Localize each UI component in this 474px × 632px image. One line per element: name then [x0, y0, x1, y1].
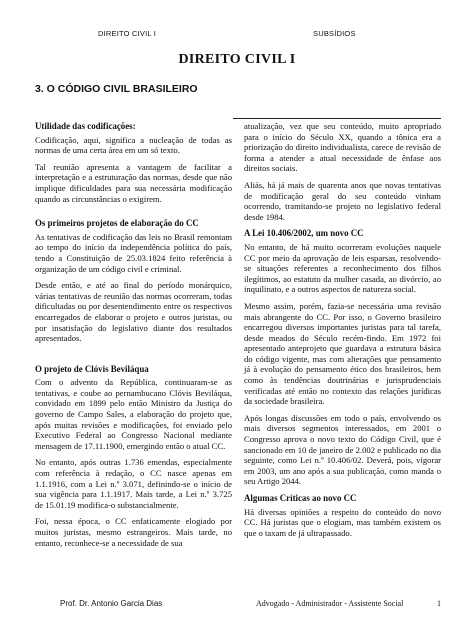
header-right: SUBSÍDIOS	[313, 29, 356, 38]
paragraph: Há diversas opiniões a respeito do conteúdo do novo CC. Há juristas que o elogiam, mas também existem os que o taxam de já ultrapassado.	[244, 506, 441, 538]
paragraph: As tentativas de codificação das leis no Brasil remontam ao tempo do início da independência política do país, tendo a Constituição de 25.03.1824 feito referência à organização de um código civil e criminal.	[35, 231, 232, 274]
footer-roles: Advogado - Administrador - Assistente Social	[256, 599, 404, 608]
heading-lei-10406: A Lei 10.406/2002, um novo CC	[244, 228, 364, 239]
paragraph: atualização, vez que seu conteúdo, muito apropriado para o início do Século XX, quando a tônica era a priorização do direito individualista, carece de revisão de forma a atender a atual necessidade de ênfase aos direitos sociais.	[244, 121, 441, 174]
paragraph: Desde então, e até ao final do período monárquico, várias tentativas de reunião das normas ocorreram, todas dificultadas ou por desentendimento entre os respectivos encarregados de elaborar o projeto e outros juristas, ou por insatisfação do legislativo diante dos resultados apresentados.	[35, 280, 232, 344]
heading-criticas: Algumas Críticas ao novo CC	[244, 493, 357, 503]
paragraph: Tal reunião apresenta a vantagem de facilitar a interpretação e a estruturação das normas, desde que não implique dificuldades para sua necessária modificação quando as circunstâncias o exigirem.	[35, 161, 232, 204]
header-left: DIREITO CIVIL I	[98, 29, 157, 38]
paragraph: Com o advento da República, continuaram-se as tentativas, e coube ao pernambucano Clóvis Beviláqua, convidado em 1899 pelo então Ministro da Justiça do governo de Campo Sales, a elaboração do projeto que, após muitas revisões e modificações, foi enviado pelo Executivo Federal ao Congresso Nacional mediante mensagem de 17.11.1900, emergindo então o atual CC.	[35, 377, 232, 451]
left-column	[35, 121, 232, 554]
page-number: 1	[437, 599, 441, 608]
paragraph: Aliás, há já mais de quarenta anos que novas tentativas de modificação geral do seu conteúdo vinham ocorrendo, tramitando-se projeto no legislativo federal desde 1984.	[244, 179, 441, 222]
right-column	[244, 121, 441, 544]
heading-utilidade: Utilidade das codificações:	[35, 121, 136, 131]
section-title: 3. O CÓDIGO CIVIL BRASILEIRO	[35, 83, 198, 95]
paragraph: Após longas discussões em todo o país, envolvendo os mais diversos segmentos interessados, em 2001 o Congresso aprova o novo texto do Código Civil, que é sancionado em 10 de janeiro de 2.002 e publicado no dia seguinte, como Lei n.º 10.406/02. Deverá, pois, vigorar em 2003, um ano após a sua publicação, como manda o seu Artigo 2044.	[244, 412, 441, 487]
heading-projeto-clovis: O projeto de Clóvis Beviláqua	[35, 363, 149, 374]
paragraph: Mesmo assim, porém, fazia-se necessária uma revisão mais abrangente do CC. Por isso, o Governo brasileiro encarregou diversos importantes juristas para tal tarefa, desde meados do Século recém-findo. Em 1972 foi apresentado anteprojeto que guardava a estrutura básica do código vigente, mas com alterações que pensamento já à evolução do pensamento ético dos brasileiros, bem como às tendências doutrinárias e jurisprudenciais verificadas até então no contexto das relações jurídicas da sociedade brasileira.	[244, 300, 441, 407]
paragraph: Codificação, aqui, significa a nucleação de todas as normas de uma certa área em um só texto.	[35, 134, 232, 156]
paragraph: No entanto, após outras 1.736 emendas, especialmente com referência à redação, o CC nasce apenas em 1.1.1916, com a Lei n.º 3.071, definindo-se o início de sua vigência para 1.1.1917. Mais tarde, a Lei n.º 3.725 de 15.01.19 modifica-o substancialmente.	[35, 457, 232, 510]
heading-primeiros-projetos: Os primeiros projetos de elaboração do CC	[35, 218, 199, 229]
paragraph: Foi, nessa época, o CC enfaticamente elogiado por muitos juristas, mesmo estrangeiros. Mais tarde, no entanto, reconhece-se a necessidade de sua	[35, 516, 232, 548]
document-title: DIREITO CIVIL I	[178, 52, 296, 67]
column-divider-rule	[233, 118, 441, 119]
paragraph: No entanto, de há muito ocorreram evoluções naquele CC por meio da aprovação de leis esparsas, resolvendo-se situações referentes a reconhecimento dos filhos ilegítimos, ao estatuto da mulher casada, ao divórcio, ao inquilinato, e a outros aspectos de natureza social.	[244, 241, 441, 295]
footer-author: Prof. Dr. Antonio Garcia Dias	[60, 599, 163, 608]
